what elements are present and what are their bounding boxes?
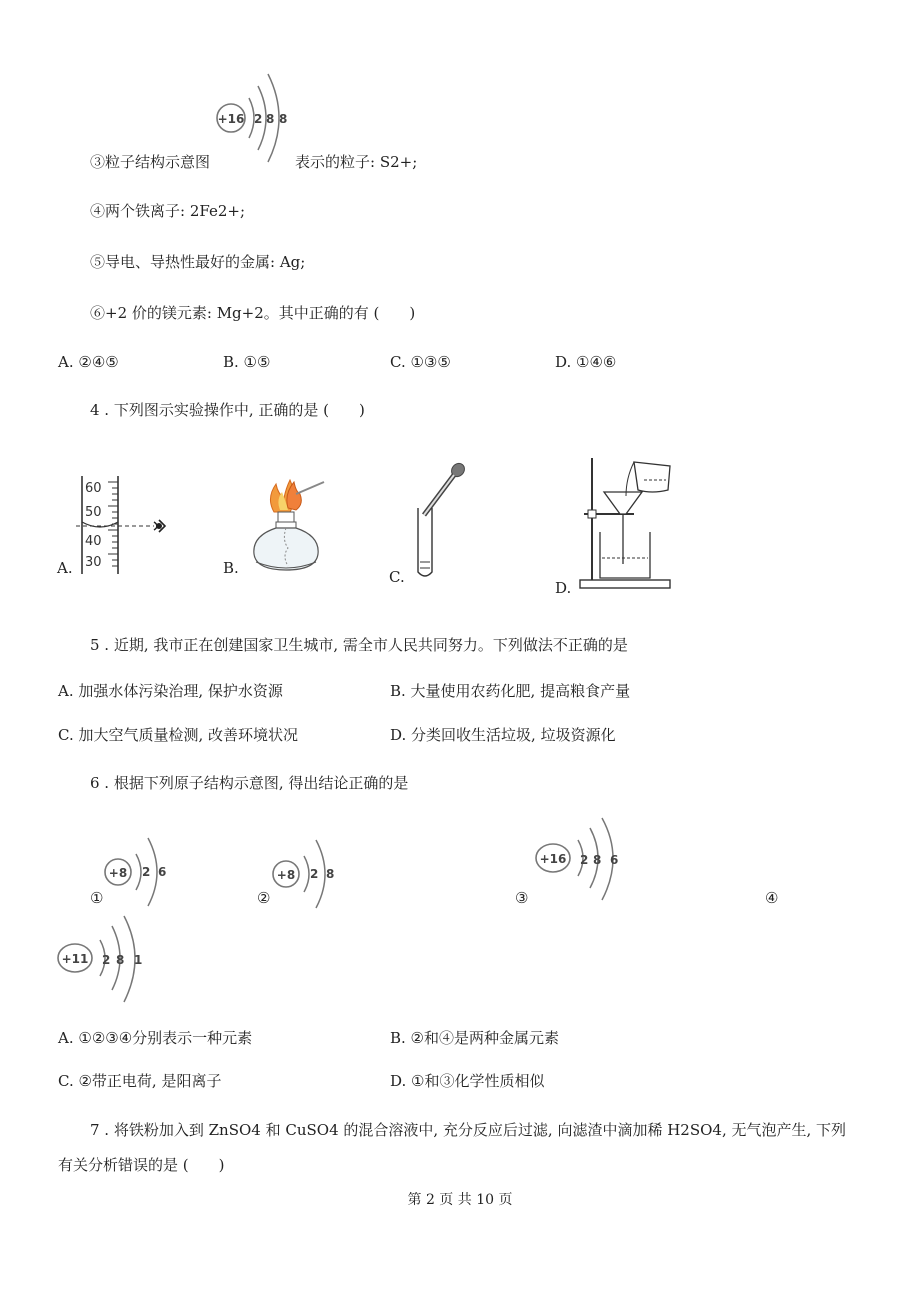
svg-text:50: 50 [85, 505, 102, 520]
q3-option-b[interactable]: B. ①⑤ [223, 353, 271, 371]
q4-label-d[interactable]: D. [555, 579, 572, 597]
svg-text:8: 8 [266, 112, 275, 126]
svg-text:8: 8 [279, 112, 288, 126]
svg-text:30: 30 [85, 555, 102, 570]
svg-text:60: 60 [85, 481, 102, 496]
q7-stem-line-1: 7 . 将铁粉加入到 ZnSO4 和 CuSO4 的混合溶液中, 充分反应后过滤, 向滤渣中滴加稀 H2SO4, 无气泡产生, 下列 [90, 1121, 847, 1139]
atom-diagram-1 [100, 826, 190, 921]
atom-diagram-3 [530, 814, 640, 914]
dropper-test-tube-image[interactable] [408, 460, 468, 585]
q6-option-b[interactable]: B. ②和④是两种金属元素 [390, 1029, 560, 1047]
q5-option-d[interactable]: D. 分类回收生活垃圾, 垃圾资源化 [390, 726, 616, 744]
atom-diagram-sulfur [212, 68, 302, 168]
alcohol-lamp-image[interactable] [246, 470, 336, 580]
graduated-cylinder-image[interactable] [74, 470, 184, 580]
svg-text:+8: +8 [108, 866, 128, 880]
svg-text:2: 2 [102, 953, 111, 967]
svg-text:40: 40 [85, 534, 102, 549]
svg-text:2: 2 [142, 865, 151, 879]
q3-item-5: ⑤导电、导热性最好的金属: Ag; [90, 253, 306, 271]
q6-stem: 6 . 根据下列原子结构示意图, 得出结论正确的是 [90, 774, 409, 792]
svg-text:6: 6 [610, 853, 619, 867]
q3-option-c[interactable]: C. ①③⑤ [390, 353, 451, 371]
q3-item-4: ④两个铁离子: 2Fe2+; [90, 202, 245, 220]
svg-text:+16: +16 [217, 112, 245, 126]
q6-marker-3: ③ [515, 889, 529, 907]
q4-label-a[interactable]: A. [57, 559, 73, 577]
atom-diagram-4 [54, 912, 164, 1012]
svg-text:8: 8 [326, 867, 335, 881]
svg-text:8: 8 [116, 953, 125, 967]
svg-text:2: 2 [310, 867, 319, 881]
q6-option-d[interactable]: D. ①和③化学性质相似 [390, 1072, 545, 1090]
q6-marker-4: ④ [765, 889, 779, 907]
q5-stem: 5 . 近期, 我市正在创建国家卫生城市, 需全市人民共同努力。下列做法不正确的是 [90, 636, 628, 654]
q6-marker-2: ② [257, 889, 271, 907]
q5-option-c[interactable]: C. 加大空气质量检测, 改善环境状况 [58, 726, 299, 744]
atom-diagram-2 [268, 828, 358, 923]
q4-label-c[interactable]: C. [389, 568, 405, 586]
q3-option-d[interactable]: D. ①④⑥ [555, 353, 617, 371]
q6-marker-1: ① [90, 889, 104, 907]
q3-option-a[interactable]: A. ②④⑤ [58, 353, 119, 371]
filtration-apparatus-image[interactable] [574, 452, 684, 592]
svg-text:1: 1 [134, 953, 143, 967]
q6-option-c[interactable]: C. ②带正电荷, 是阳离子 [58, 1072, 222, 1090]
q3-item-6: ⑥+2 价的镁元素: Mg+2。其中正确的有 ( ) [90, 304, 416, 322]
svg-text:8: 8 [593, 853, 602, 867]
q6-option-a[interactable]: A. ①②③④分别表示一种元素 [58, 1029, 253, 1047]
q3-item-3-suffix: 表示的粒子: S2+; [295, 153, 418, 171]
q5-option-a[interactable]: A. 加强水体污染治理, 保护水资源 [58, 682, 283, 700]
svg-text:+8: +8 [276, 868, 296, 882]
svg-text:+11: +11 [61, 952, 89, 966]
q4-label-b[interactable]: B. [223, 559, 239, 577]
page-footer: 第 2 页 共 10 页 [407, 1192, 513, 1208]
svg-text:2: 2 [254, 112, 263, 126]
svg-text:+16: +16 [539, 852, 567, 866]
svg-text:6: 6 [158, 865, 167, 879]
q4-stem: 4 . 下列图示实验操作中, 正确的是 ( ) [90, 401, 365, 419]
q5-option-b[interactable]: B. 大量使用农药化肥, 提高粮食产量 [390, 682, 631, 700]
q7-stem-line-2: 有关分析错误的是 ( ) [58, 1156, 225, 1174]
svg-text:2: 2 [580, 853, 589, 867]
q3-item-3-prefix: ③粒子结构示意图 [90, 153, 211, 171]
